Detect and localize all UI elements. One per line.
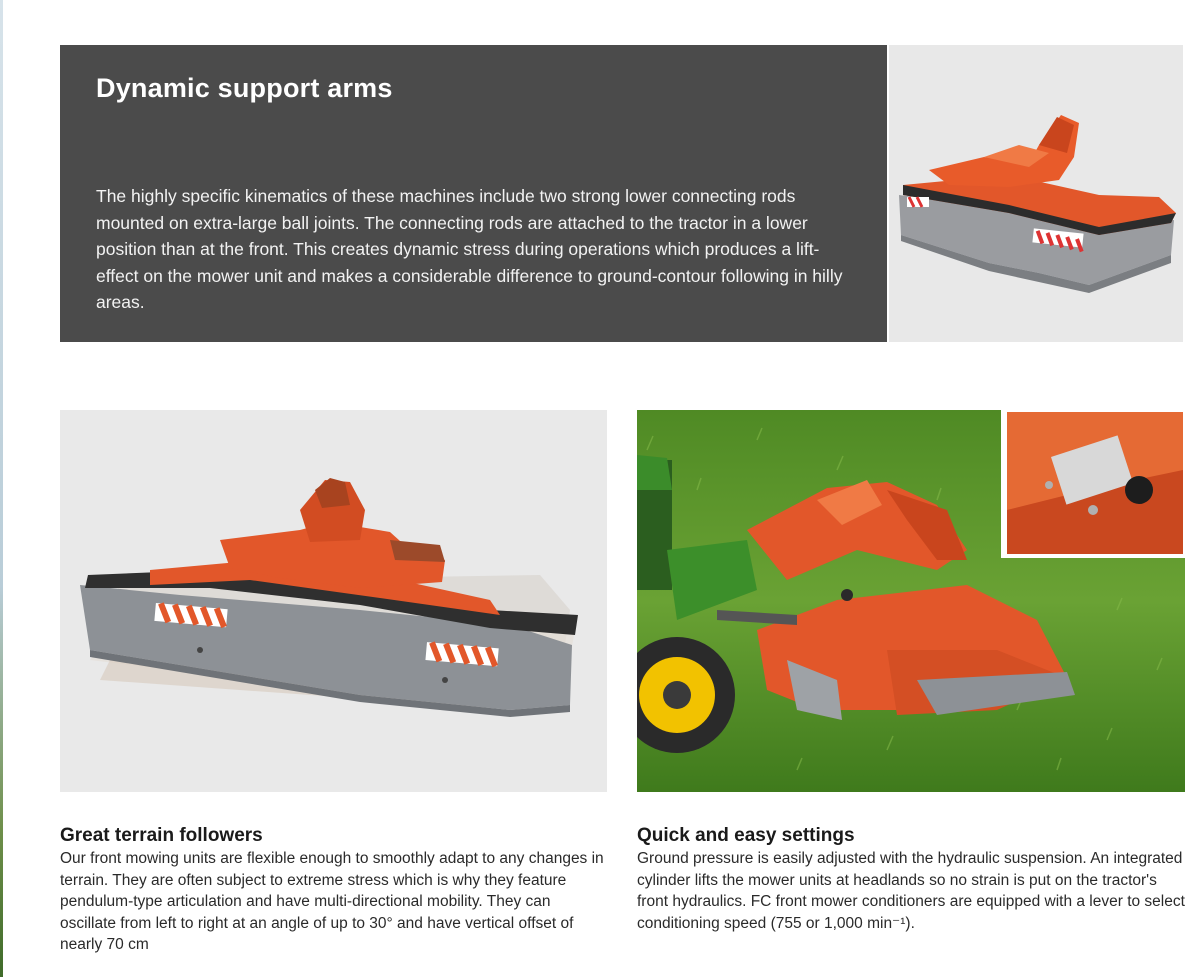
- section-title: Dynamic support arms: [96, 73, 393, 103]
- feature-title: Great terrain followers: [60, 825, 263, 846]
- feature-body: Our front mowing units are flexible enough to smoothly adapt to any changes in terrain. They are often subject to extreme stress which is why they feature pendulum-type articulation and have multi-directional mobility. They can oscillate from left to right at an angle of up to 30° and have vertical offset of nearly 70 cm: [60, 850, 604, 953]
- mower-product-photo: [889, 45, 1183, 342]
- feature-settings: [637, 825, 1185, 934]
- mower-in-field-photo: [637, 410, 1185, 792]
- section-body: The highly specific kinematics of these machines include two strong lower connecting rods mounted on extra-large ball joints. The connecting rods are attached to the tractor in a lower position than at the front. This creates dynamic stress during operations which produces a lift-effect on the mower unit and makes a considerable difference to ground-contour following in hilly areas.: [96, 186, 843, 312]
- feature-terrain: [60, 825, 608, 956]
- mower-product-illustration: [889, 45, 1183, 342]
- pendulum-mower-illustration: [60, 410, 607, 792]
- page-edge: [0, 0, 3, 977]
- feature-title: Quick and easy settings: [637, 825, 855, 846]
- intro-panel: [60, 45, 887, 342]
- tractor-mower-scene: [637, 410, 1185, 792]
- feature-body: Ground pressure is easily adjusted with the hydraulic suspension. An integrated cylinder lifts the mower units at headlands so no strain is put on the tractor's front hydraulics. FC front mower conditioners are equipped with a lever to select conditioning speed (755 or 1,000 min⁻¹).: [637, 850, 1185, 932]
- oscillating-mower-illustration: [60, 410, 607, 792]
